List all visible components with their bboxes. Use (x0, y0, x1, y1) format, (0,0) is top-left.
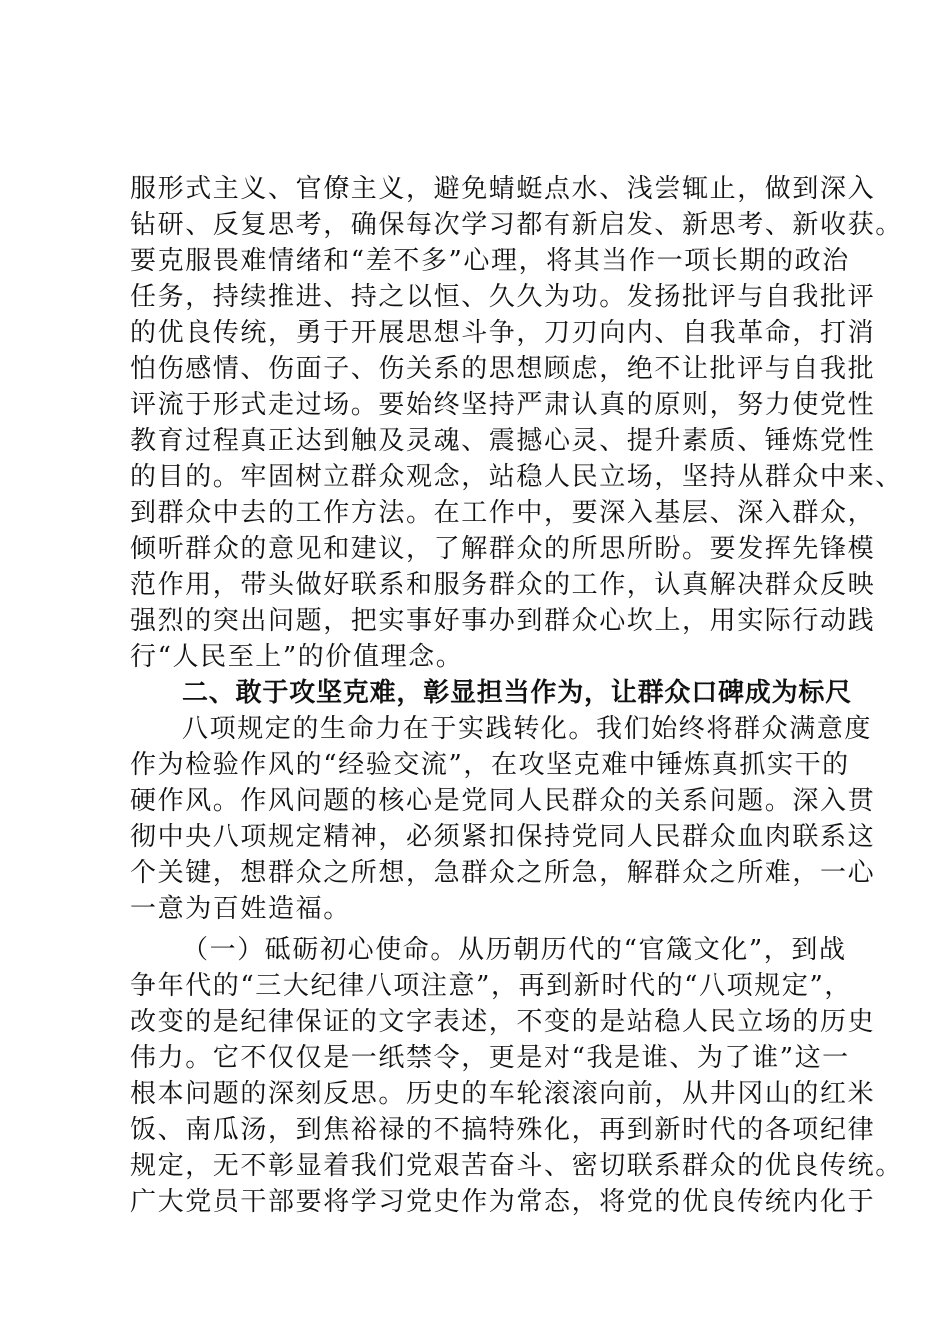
body-text-line: 教育过程真正达到触及灵魂、震撼心灵、提升素质、锤炼党性 (130, 426, 876, 456)
body-text-line: 强烈的突出问题，把实事好事办到群众心坎上，用实际行动践 (130, 606, 876, 636)
body-text-line: 作为检验作风的“经验交流”，在攻坚克难中锤炼真抓实干的 (130, 750, 850, 780)
body-text-line: 彻中央八项规定精神，必须紧扣保持党同人民群众血肉联系这 (130, 822, 876, 852)
body-text-line: 的优良传统，勇于开展思想斗争，刀刃向内、自我革命，打消 (130, 318, 876, 348)
body-text-line: 争年代的“三大纪律八项注意”，再到新时代的“八项规定”， (130, 971, 852, 1001)
subsection-line: （一）砥砺初心使命。从历朝历代的“官箴文化”，到战 (182, 935, 847, 965)
body-text-line: 规定，无不彰显着我们党艰苦奋斗、密切联系群众的优良传统。 (130, 1151, 903, 1181)
section-heading: 二、敢于攻坚克难，彰显担当作为，让群众口碑成为标尺 (182, 678, 853, 708)
body-text-line: 到群众中去的工作方法。在工作中，要深入基层、深入群众， (130, 498, 876, 528)
body-text-line: 的目的。牢固树立群众观念，站稳人民立场，坚持从群众中来、 (130, 462, 903, 492)
body-text-line: 怕伤感情、伤面子、伤关系的思想顾虑，绝不让批评与自我批 (130, 354, 876, 384)
body-text-line: 伟力。它不仅仅是一纸禁令，更是对“我是谁、为了谁”这一 (130, 1043, 850, 1073)
body-text-line: 行“人民至上”的价值理念。 (130, 642, 464, 672)
body-text-line: 评流于形式走过场。要始终坚持严肃认真的原则，努力使党性 (130, 390, 876, 420)
body-text-line: 个关键，想群众之所想，急群众之所急，解群众之所难，一心 (130, 858, 876, 888)
body-text-line: 根本问题的深刻反思。历史的车轮滚滚向前，从井冈山的红米 (130, 1079, 876, 1109)
body-text-line: 钻研、反复思考，确保每次学习都有新启发、新思考、新收获。 (130, 210, 903, 240)
body-text-line: 倾听群众的意见和建议，了解群众的所思所盼。要发挥先锋模 (130, 534, 876, 564)
body-text-line: 广大党员干部要将学习党史作为常态，将党的优良传统内化于 (130, 1187, 876, 1217)
body-text-line: 硬作风。作风问题的核心是党同人民群众的关系问题。深入贯 (130, 786, 876, 816)
body-text-line: 服形式主义、官僚主义，避免蜻蜓点水、浅尝辄止，做到深入 (130, 174, 876, 204)
body-text-line: 八项规定的生命力在于实践转化。我们始终将群众满意度 (182, 714, 873, 744)
body-text-line: 改变的是纪律保证的文字表述，不变的是站稳人民立场的历史 (130, 1007, 876, 1037)
body-text-line: 要克服畏难情绪和“差不多”心理，将其当作一项长期的政治 (130, 246, 850, 276)
body-text-line: 饭、南瓜汤，到焦裕禄的不搞特殊化，再到新时代的各项纪律 (130, 1115, 876, 1145)
body-text-line: 范作用，带头做好联系和服务群众的工作，认真解决群众反映 (130, 570, 876, 600)
body-text-line (130, 1218, 830, 1258)
body-text-line: 任务，持续推进、持之以恒、久久为功。发扬批评与自我批评 (130, 282, 876, 312)
body-text-line: 一意为百姓造福。 (130, 894, 351, 924)
